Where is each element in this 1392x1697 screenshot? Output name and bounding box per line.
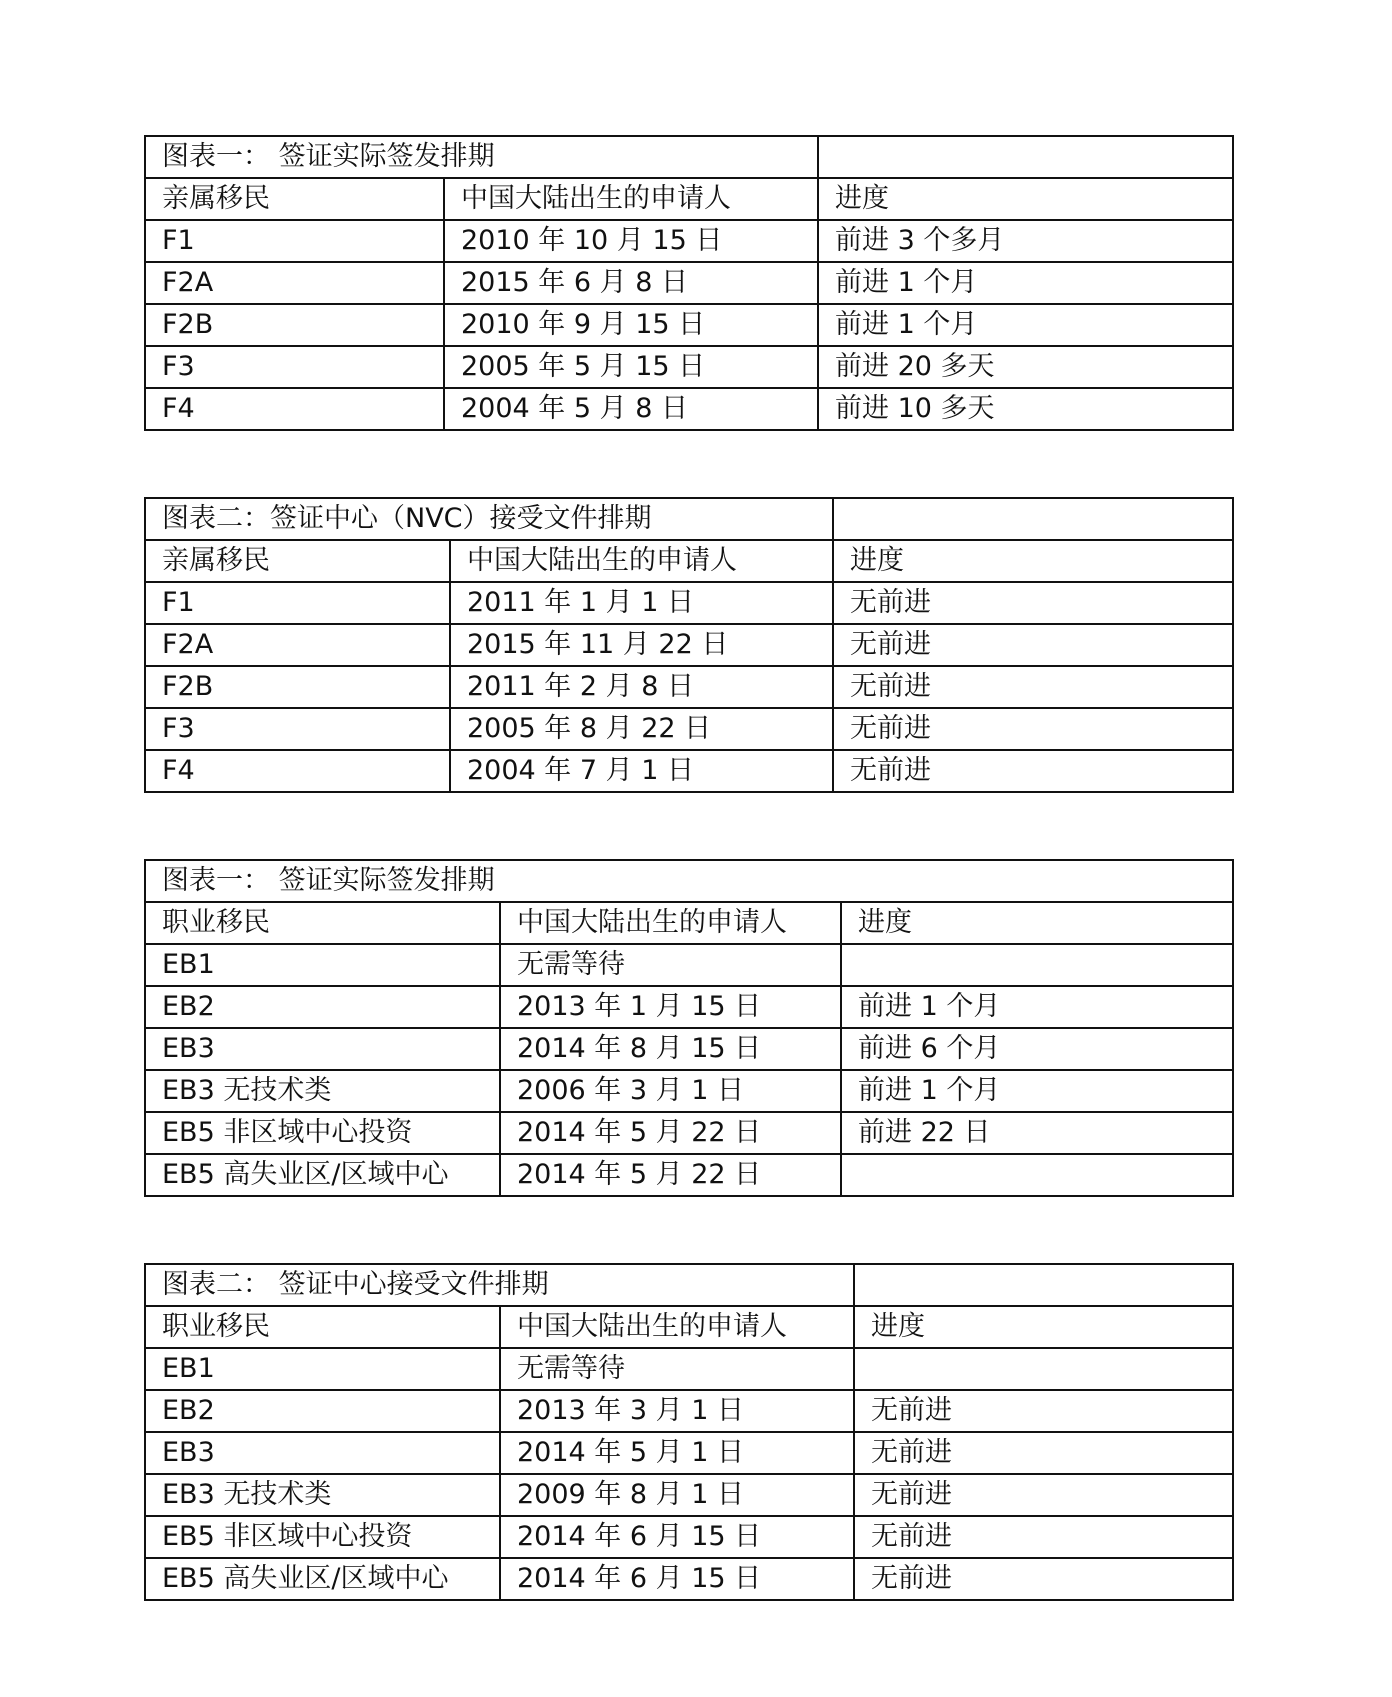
cell-category: EB5 非区域中心投资 bbox=[145, 1112, 500, 1154]
cell-date: 2015 年 11 月 22 日 bbox=[450, 624, 833, 666]
header-category: 职业移民 bbox=[145, 1306, 500, 1348]
table-row bbox=[145, 750, 1233, 792]
table-title-row bbox=[145, 136, 1233, 178]
cell-date: 2014 年 5 月 1 日 bbox=[500, 1432, 854, 1474]
header-applicant: 中国大陆出生的申请人 bbox=[450, 540, 833, 582]
cell-progress: 无前进 bbox=[833, 582, 1233, 624]
header-progress: 进度 bbox=[818, 178, 1233, 220]
cell-category: F3 bbox=[145, 708, 450, 750]
cell-category: EB3 无技术类 bbox=[145, 1474, 500, 1516]
cell-progress: 前进 6 个月 bbox=[841, 1028, 1233, 1070]
table-row bbox=[145, 666, 1233, 708]
table-row bbox=[145, 1348, 1233, 1390]
cell-date: 2010 年 9 月 15 日 bbox=[444, 304, 818, 346]
table-title-row bbox=[145, 860, 1233, 902]
table-title: 图表二：签证中心（NVC）接受文件排期 bbox=[145, 498, 833, 540]
header-category: 亲属移民 bbox=[145, 540, 450, 582]
cell-progress: 无前进 bbox=[854, 1390, 1233, 1432]
cell-category: F1 bbox=[145, 582, 450, 624]
cell-category: EB5 高失业区/区域中心 bbox=[145, 1154, 500, 1196]
cell-date: 2005 年 5 月 15 日 bbox=[444, 346, 818, 388]
cell-category: F2B bbox=[145, 304, 444, 346]
header-progress: 进度 bbox=[841, 902, 1233, 944]
cell-date: 2011 年 1 月 1 日 bbox=[450, 582, 833, 624]
cell-category: EB1 bbox=[145, 944, 500, 986]
header-category: 亲属移民 bbox=[145, 178, 444, 220]
table-cell-empty bbox=[833, 498, 1233, 540]
cell-category: F3 bbox=[145, 346, 444, 388]
cell-date: 2006 年 3 月 1 日 bbox=[500, 1070, 841, 1112]
cell-date: 2013 年 1 月 15 日 bbox=[500, 986, 841, 1028]
cell-progress: 前进 10 多天 bbox=[818, 388, 1233, 430]
cell-date: 2014 年 8 月 15 日 bbox=[500, 1028, 841, 1070]
table-header-row bbox=[145, 1306, 1233, 1348]
table-row bbox=[145, 1112, 1233, 1154]
cell-progress: 前进 3 个多月 bbox=[818, 220, 1233, 262]
cell-date: 2004 年 7 月 1 日 bbox=[450, 750, 833, 792]
header-progress: 进度 bbox=[854, 1306, 1233, 1348]
cell-date: 2015 年 6 月 8 日 bbox=[444, 262, 818, 304]
table-row bbox=[145, 1390, 1233, 1432]
table-row bbox=[145, 944, 1233, 986]
header-applicant: 中国大陆出生的申请人 bbox=[500, 1306, 854, 1348]
table-header-row bbox=[145, 902, 1233, 944]
cell-category: F2A bbox=[145, 262, 444, 304]
table-header-row bbox=[145, 178, 1233, 220]
cell-category: F1 bbox=[145, 220, 444, 262]
table-title: 图表二： 签证中心接受文件排期 bbox=[145, 1264, 854, 1306]
table-row bbox=[145, 1070, 1233, 1112]
cell-progress: 无前进 bbox=[833, 750, 1233, 792]
table-row bbox=[145, 1154, 1233, 1196]
cell-category: F2A bbox=[145, 624, 450, 666]
cell-date: 2014 年 6 月 15 日 bbox=[500, 1558, 854, 1600]
table-row bbox=[145, 624, 1233, 666]
cell-date: 2004 年 5 月 8 日 bbox=[444, 388, 818, 430]
table-row bbox=[145, 388, 1233, 430]
cell-progress: 前进 1 个月 bbox=[818, 262, 1233, 304]
cell-progress: 无前进 bbox=[854, 1432, 1233, 1474]
cell-category: EB5 非区域中心投资 bbox=[145, 1516, 500, 1558]
cell-date: 2014 年 5 月 22 日 bbox=[500, 1154, 841, 1196]
cell-progress bbox=[854, 1348, 1233, 1390]
family-nvc-filing-table bbox=[144, 497, 1234, 793]
cell-progress bbox=[841, 944, 1233, 986]
table-header-row bbox=[145, 540, 1233, 582]
table-row bbox=[145, 1028, 1233, 1070]
cell-date: 无需等待 bbox=[500, 1348, 854, 1390]
header-applicant: 中国大陆出生的申请人 bbox=[444, 178, 818, 220]
employment-visa-bulletin-table bbox=[144, 859, 1234, 1197]
table-title-row bbox=[145, 1264, 1233, 1306]
cell-category: EB3 bbox=[145, 1028, 500, 1070]
table-row bbox=[145, 1432, 1233, 1474]
table-row bbox=[145, 708, 1233, 750]
cell-category: F4 bbox=[145, 750, 450, 792]
header-progress: 进度 bbox=[833, 540, 1233, 582]
cell-progress: 前进 22 日 bbox=[841, 1112, 1233, 1154]
employment-nvc-filing-table bbox=[144, 1263, 1234, 1601]
cell-progress: 无前进 bbox=[833, 624, 1233, 666]
header-applicant: 中国大陆出生的申请人 bbox=[500, 902, 841, 944]
table-row bbox=[145, 220, 1233, 262]
cell-category: F4 bbox=[145, 388, 444, 430]
table-cell-empty bbox=[818, 136, 1233, 178]
cell-date: 2013 年 3 月 1 日 bbox=[500, 1390, 854, 1432]
table-row bbox=[145, 262, 1233, 304]
cell-date: 无需等待 bbox=[500, 944, 841, 986]
cell-category: F2B bbox=[145, 666, 450, 708]
table-row bbox=[145, 346, 1233, 388]
cell-progress: 前进 20 多天 bbox=[818, 346, 1233, 388]
table-title-row bbox=[145, 498, 1233, 540]
table-row bbox=[145, 1558, 1233, 1600]
cell-progress: 无前进 bbox=[854, 1474, 1233, 1516]
cell-progress: 无前进 bbox=[833, 666, 1233, 708]
cell-progress: 无前进 bbox=[854, 1558, 1233, 1600]
table-cell-empty bbox=[854, 1264, 1233, 1306]
cell-date: 2009 年 8 月 1 日 bbox=[500, 1474, 854, 1516]
table-title: 图表一： 签证实际签发排期 bbox=[145, 860, 1233, 902]
family-visa-bulletin-table bbox=[144, 135, 1234, 431]
table-title: 图表一： 签证实际签发排期 bbox=[145, 136, 818, 178]
cell-progress bbox=[841, 1154, 1233, 1196]
cell-category: EB1 bbox=[145, 1348, 500, 1390]
cell-progress: 前进 1 个月 bbox=[818, 304, 1233, 346]
cell-date: 2014 年 6 月 15 日 bbox=[500, 1516, 854, 1558]
cell-date: 2010 年 10 月 15 日 bbox=[444, 220, 818, 262]
cell-category: EB3 无技术类 bbox=[145, 1070, 500, 1112]
cell-category: EB5 高失业区/区域中心 bbox=[145, 1558, 500, 1600]
cell-progress: 前进 1 个月 bbox=[841, 986, 1233, 1028]
cell-category: EB2 bbox=[145, 1390, 500, 1432]
cell-progress: 无前进 bbox=[833, 708, 1233, 750]
cell-date: 2005 年 8 月 22 日 bbox=[450, 708, 833, 750]
cell-progress: 前进 1 个月 bbox=[841, 1070, 1233, 1112]
cell-date: 2011 年 2 月 8 日 bbox=[450, 666, 833, 708]
table-row bbox=[145, 1516, 1233, 1558]
cell-category: EB2 bbox=[145, 986, 500, 1028]
cell-category: EB3 bbox=[145, 1432, 500, 1474]
table-row bbox=[145, 304, 1233, 346]
cell-date: 2014 年 5 月 22 日 bbox=[500, 1112, 841, 1154]
table-row bbox=[145, 986, 1233, 1028]
header-category: 职业移民 bbox=[145, 902, 500, 944]
table-row bbox=[145, 582, 1233, 624]
cell-progress: 无前进 bbox=[854, 1516, 1233, 1558]
table-row bbox=[145, 1474, 1233, 1516]
